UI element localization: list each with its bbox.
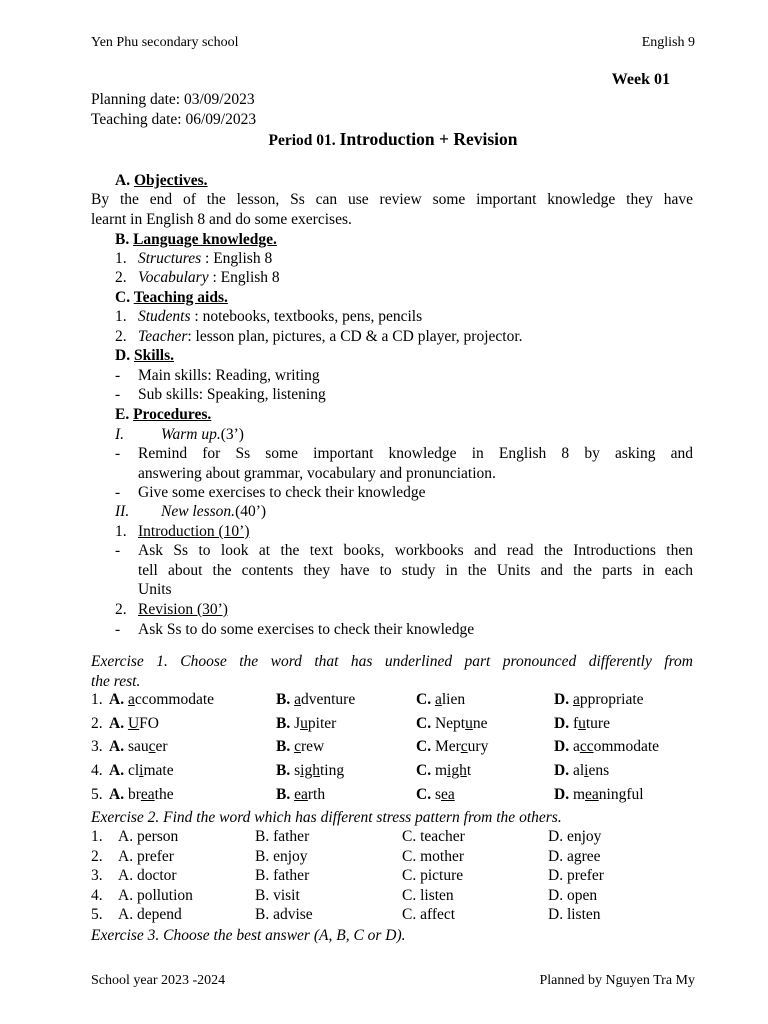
- underlined-part: cc: [579, 738, 594, 755]
- option-a: [109, 715, 159, 733]
- underlined-part: c: [148, 738, 156, 755]
- word-part: dventure: [300, 691, 356, 708]
- revision-label: Revision (30’): [138, 601, 228, 618]
- exercise-2-title: Exercise 2. Find the word which has different stress pattern from the others.: [91, 809, 562, 826]
- intro-item-line: Units: [138, 581, 172, 598]
- aids-item-label: Students: [138, 308, 191, 325]
- option-letter: B.: [276, 691, 291, 708]
- underlined-part: u: [578, 715, 586, 732]
- option-d: D. listen: [548, 906, 601, 923]
- word-part: J: [294, 715, 301, 732]
- underlined-part: a: [294, 691, 301, 708]
- dash-bullet: -: [115, 621, 121, 638]
- option-c: C. mother: [402, 848, 464, 865]
- exercise-3-title: Exercise 3. Choose the best answer (A, B, C or D).: [91, 927, 406, 944]
- warmup-item-line: Remind for Ss some important knowledge in English 8 by asking and: [138, 445, 693, 462]
- word-part: Nept: [434, 715, 466, 732]
- underlined-part: c: [460, 738, 468, 755]
- section-d-heading: [115, 346, 174, 366]
- intro-heading: [115, 522, 249, 542]
- option-a: [109, 738, 168, 756]
- option-a: [109, 691, 214, 709]
- word-part: ppropriate: [579, 691, 644, 708]
- footer-author: Planned by Nguyen Tra My: [539, 973, 695, 988]
- word-part: ury: [467, 738, 489, 755]
- word-part: ccommodate: [134, 691, 215, 708]
- option-c: C. teacher: [402, 828, 465, 845]
- underlined-part: u: [300, 715, 308, 732]
- option-letter: A.: [109, 762, 125, 779]
- footer-year: School year 2023 -2024: [91, 973, 226, 988]
- language-item: [115, 268, 280, 288]
- language-item-num: 2.: [115, 269, 127, 286]
- language-item-text: : English 8: [201, 250, 273, 267]
- word-part: br: [127, 786, 141, 803]
- revision-item-line: Ask Ss to do some exercises to check their knowledge: [138, 621, 475, 638]
- exercise-1-title-cont: the rest.: [91, 673, 141, 690]
- underlined-part: igh: [447, 762, 467, 779]
- language-item-label: Vocabulary: [138, 269, 209, 286]
- option-letter: C.: [416, 762, 432, 779]
- section-d-marker: D.: [115, 347, 131, 364]
- planning-date: Planning date: 03/09/2023: [91, 91, 255, 108]
- language-item-num: 1.: [115, 250, 127, 267]
- option-a: A. prefer: [118, 848, 174, 865]
- underlined-part: u: [465, 715, 473, 732]
- word-part: piter: [307, 715, 337, 732]
- skills-item-text: Sub skills: Speaking, listening: [138, 386, 326, 403]
- word-part: er: [155, 738, 168, 755]
- option-letter: B.: [276, 786, 291, 803]
- option-letter: C.: [416, 786, 432, 803]
- underlined-part: c: [294, 738, 301, 755]
- option-d: [554, 762, 609, 780]
- option-letter: D.: [554, 691, 570, 708]
- option-c: [416, 715, 487, 733]
- header-subject: English 9: [641, 35, 695, 50]
- option-letter: A.: [109, 786, 125, 803]
- word-part: the: [154, 786, 174, 803]
- word-part: rew: [300, 738, 325, 755]
- aids-item: [115, 307, 422, 327]
- option-d: D. agree: [548, 848, 601, 865]
- week-label: Week 01: [611, 71, 670, 88]
- option-d: [554, 715, 610, 733]
- option-b: B. visit: [255, 887, 300, 904]
- section-e-title: Procedures.: [133, 406, 212, 423]
- option-b: B. father: [255, 828, 310, 845]
- option-c: [416, 691, 465, 709]
- warmup-item-line: answering about grammar, vocabulary and pronunciation.: [138, 465, 496, 482]
- word-part: mate: [143, 762, 174, 779]
- language-item-label: Structures: [138, 250, 202, 267]
- section-b-title: Language knowledge.: [133, 231, 277, 248]
- word-part: al: [572, 762, 585, 779]
- dash-bullet: -: [115, 367, 121, 384]
- warmup-heading: [115, 425, 244, 445]
- option-letter: C.: [416, 715, 432, 732]
- option-c: C. affect: [402, 906, 456, 923]
- underlined-part: a: [127, 691, 135, 708]
- word-part: FO: [139, 715, 159, 732]
- underlined-part: i: [584, 762, 589, 779]
- section-a-heading: [115, 171, 208, 191]
- section-e-marker: E.: [115, 406, 130, 423]
- word-part: ningful: [598, 786, 644, 803]
- intro-item-line: tell about the contents they have to study in the Units and the parts in each: [138, 562, 693, 579]
- underlined-part: a: [572, 691, 580, 708]
- header-school: Yen Phu secondary school: [91, 35, 239, 50]
- aids-item-text: : notebooks, textbooks, pens, pencils: [190, 308, 423, 325]
- word-part: lien: [441, 691, 466, 708]
- new-lesson-num: II.: [115, 503, 130, 520]
- question-number: 5.: [91, 786, 103, 803]
- underlined-part: ea: [585, 786, 599, 803]
- option-letter: A.: [109, 738, 125, 755]
- dash-bullet: -: [115, 445, 121, 462]
- question-number: 4.: [91, 887, 103, 904]
- word-part: sau: [127, 738, 149, 755]
- underlined-part: a: [434, 691, 442, 708]
- word-part: s: [434, 786, 441, 803]
- option-letter: D.: [554, 786, 570, 803]
- new-lesson-label: New lesson.: [161, 503, 236, 520]
- exercise-1-title: Exercise 1. Choose the word that has underlined part pronounced differently from: [91, 653, 693, 670]
- option-c: [416, 762, 471, 780]
- new-lesson-heading: [115, 502, 266, 522]
- intro-label: Introduction (10’): [138, 523, 250, 540]
- option-b: [276, 738, 324, 756]
- word-part: ens: [588, 762, 610, 779]
- option-d: D. open: [548, 887, 598, 904]
- option-b: B. father: [255, 867, 310, 884]
- option-a: [109, 786, 174, 804]
- option-letter: B.: [276, 715, 291, 732]
- underlined-part: igh: [300, 762, 320, 779]
- question-number: 5.: [91, 906, 103, 923]
- word-part: ture: [585, 715, 610, 732]
- dash-bullet: -: [115, 542, 121, 559]
- word-part: m: [434, 762, 448, 779]
- teaching-date: Teaching date: 06/09/2023: [91, 111, 257, 128]
- period-name: Introduction + Revision: [339, 129, 518, 149]
- question-number: 1.: [91, 828, 103, 845]
- new-lesson-time: (40’): [235, 503, 267, 520]
- warmup-label: Warm up.: [161, 426, 221, 443]
- option-letter: A.: [109, 691, 125, 708]
- period-prefix: Period 01.: [268, 132, 336, 149]
- section-a-marker: A.: [115, 172, 131, 189]
- option-d: [554, 786, 644, 804]
- underlined-part: ea: [140, 786, 155, 803]
- option-b: [276, 691, 355, 709]
- option-letter: D.: [554, 738, 570, 755]
- word-part: Mer: [434, 738, 461, 755]
- word-part: cl: [127, 762, 140, 779]
- option-a: A. person: [118, 828, 179, 845]
- revision-num: 2.: [115, 601, 127, 618]
- language-item-text: : English 8: [208, 269, 280, 286]
- option-c: [416, 738, 488, 756]
- option-a: [109, 762, 174, 780]
- question-number: 1.: [91, 691, 103, 708]
- intro-num: 1.: [115, 523, 127, 540]
- option-d: D. prefer: [548, 867, 604, 884]
- question-number: 2.: [91, 848, 103, 865]
- question-number: 2.: [91, 715, 103, 732]
- word-part: m: [572, 786, 586, 803]
- option-b: B. enjoy: [255, 848, 308, 865]
- section-d-title: Skills.: [133, 347, 175, 364]
- option-letter: C.: [416, 738, 432, 755]
- objectives-line-1: By the end of the lesson, Ss can use review some important knowledge they have: [91, 191, 693, 208]
- option-a: A. doctor: [118, 867, 177, 884]
- skills-item: [115, 366, 320, 386]
- warmup-time: (3’): [220, 426, 244, 443]
- section-c-title: Teaching aids.: [133, 289, 228, 306]
- option-c: [416, 786, 455, 804]
- option-a: A. pollution: [118, 887, 193, 904]
- section-e-heading: [115, 405, 211, 425]
- option-letter: B.: [276, 738, 291, 755]
- word-part: f: [572, 715, 579, 732]
- option-letter: A.: [109, 715, 125, 732]
- objectives-line-2: learnt in English 8 and do some exercises.: [91, 211, 352, 228]
- option-d: [554, 738, 659, 756]
- aids-item: [115, 327, 523, 347]
- question-number: 4.: [91, 762, 103, 779]
- option-b: B. advise: [255, 906, 313, 923]
- option-c: C. picture: [402, 867, 464, 884]
- word-part: ommodate: [593, 738, 660, 755]
- section-b-marker: B.: [115, 231, 130, 248]
- option-c: C. listen: [402, 887, 454, 904]
- underlined-part: i: [139, 762, 144, 779]
- warmup-num: I.: [115, 426, 125, 443]
- option-a: A. depend: [118, 906, 182, 923]
- option-d: [554, 691, 644, 709]
- word-part: s: [294, 762, 301, 779]
- aids-item-num: 1.: [115, 308, 127, 325]
- option-letter: C.: [416, 691, 432, 708]
- section-c-marker: C.: [115, 289, 131, 306]
- section-c-heading: [115, 288, 228, 308]
- word-part: t: [466, 762, 472, 779]
- word-part: ne: [472, 715, 488, 732]
- option-b: [276, 715, 336, 733]
- option-letter: B.: [276, 762, 291, 779]
- question-number: 3.: [91, 867, 103, 884]
- option-letter: D.: [554, 762, 570, 779]
- aids-item-num: 2.: [115, 328, 127, 345]
- option-b: [276, 762, 344, 780]
- question-number: 3.: [91, 738, 103, 755]
- skills-item: [115, 385, 326, 405]
- underlined-part: ea: [294, 786, 308, 803]
- section-b-heading: [115, 230, 277, 250]
- revision-heading: [115, 600, 228, 620]
- dash-bullet: -: [115, 386, 121, 403]
- skills-item-text: Main skills: Reading, writing: [138, 367, 320, 384]
- warmup-item-line: Give some exercises to check their knowledge: [138, 484, 426, 501]
- language-item: [115, 249, 272, 269]
- section-a-title: Objectives.: [133, 172, 208, 189]
- intro-item-line: Ask Ss to look at the text books, workbooks and read the Introductions then: [138, 542, 693, 559]
- underlined-part: U: [127, 715, 140, 732]
- word-part: rth: [307, 786, 326, 803]
- option-letter: D.: [554, 715, 570, 732]
- option-b: [276, 786, 325, 804]
- word-part: ting: [319, 762, 345, 779]
- word-part: a: [572, 738, 580, 755]
- period-title: [0, 129, 768, 150]
- aids-item-text: : lesson plan, pictures, a CD & a CD player, projector.: [187, 328, 523, 345]
- option-d: D. enjoy: [548, 828, 602, 845]
- aids-item-label: Teacher: [138, 328, 188, 345]
- underlined-part: ea: [441, 786, 455, 803]
- dash-bullet: -: [115, 484, 121, 501]
